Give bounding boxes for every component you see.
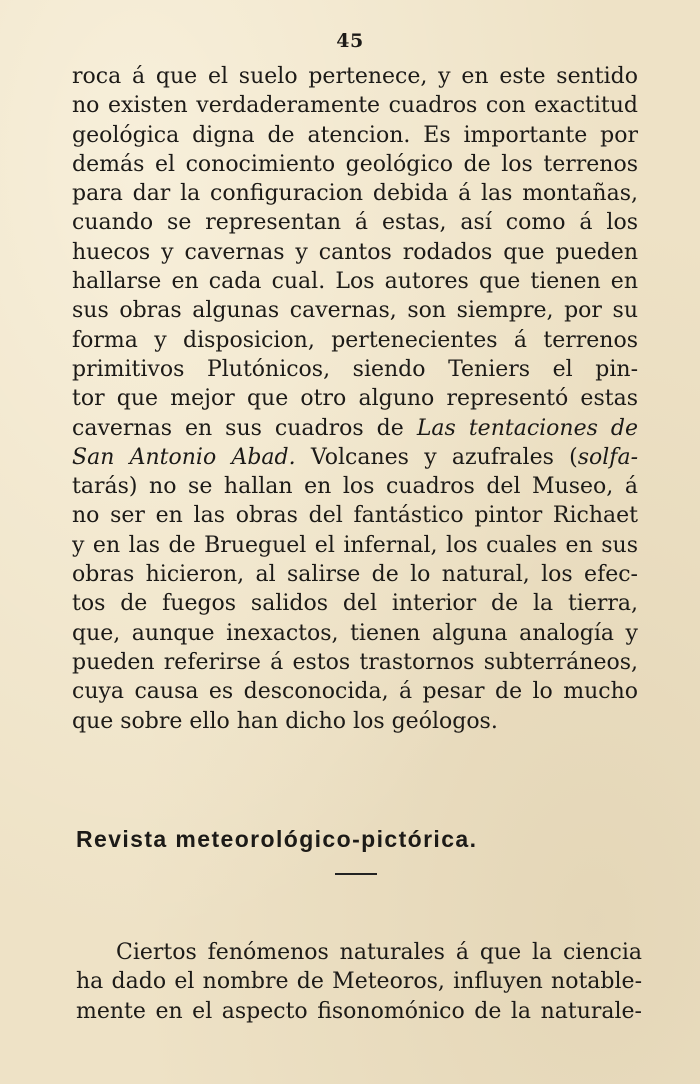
text-line: ha dado el nombre de Meteoros, influyen notable- <box>76 969 642 995</box>
text-line: y en las de Brueguel el infernal, los cuales en sus <box>72 532 638 558</box>
text-line: que, aunque inexactos, tienen alguna analogía y <box>72 620 638 646</box>
text-line: para dar la configuracion debida á las montañas, <box>72 181 638 207</box>
text-line: demás el conocimiento geológico de los terrenos <box>72 151 638 177</box>
text-line: forma y disposicion, pertenecientes á terrenos <box>72 327 638 353</box>
italic-title: Las tentaciones de <box>416 415 638 441</box>
paragraph-1 <box>72 62 638 736</box>
text-line: tor que mejor que otro alguno representó estas <box>72 386 638 412</box>
text-line: primitivos Plutónicos, siendo Teniers el pin- <box>72 356 638 382</box>
text-line: hallarse en cada cual. Los autores que tienen en <box>72 269 638 295</box>
text-line: pueden referirse á estos trastornos subterráneos, <box>72 649 638 675</box>
text-segment: cavernas en sus cuadros de <box>72 415 404 441</box>
text-line: tarás) no se hallan en los cuadros del Museo, á <box>72 474 638 500</box>
text-segment: Volcanes y azufrales ( <box>310 444 578 470</box>
text-line: huecos y cavernas y cantos rodados que pueden <box>72 239 638 265</box>
text-line: tos de fuegos salidos del interior de la tierra, <box>72 591 638 617</box>
text-line: Ciertos fenómenos naturales á que la ciencia <box>116 940 642 965</box>
text-line: no ser en las obras del fantástico pintor Richaet <box>72 503 638 529</box>
text-line-with-italic <box>72 414 638 443</box>
paragraph-2 <box>76 938 642 1026</box>
text-line: mente en el aspecto fisonomónico de la naturale- <box>76 998 642 1024</box>
text-line: cuya causa es desconocida, á pesar de lo mucho <box>72 679 638 705</box>
text-line: obras hicieron, al salirse de lo natural, los efec- <box>72 562 638 588</box>
text-line: roca á que el suelo pertenece, y en este sentido <box>72 64 638 89</box>
page-number: 45 <box>336 30 364 52</box>
section-divider <box>335 873 377 875</box>
text-line: sus obras algunas cavernas, son siempre, por su <box>72 298 638 324</box>
italic-title: San Antonio Abad. <box>72 444 296 470</box>
text-line: que sobre ello han dicho los geólogos. <box>72 708 498 734</box>
text-line: cuando se representan á estas, así como á los <box>72 210 638 236</box>
text-line-with-italic <box>72 443 638 472</box>
text-line: geológica digna de atencion. Es importante por <box>72 122 638 148</box>
italic-term: solfa- <box>577 444 638 470</box>
section-heading: Revista meteorológico-pictórica. <box>76 826 478 852</box>
text-line: no existen verdaderamente cuadros con exactitud <box>72 93 638 119</box>
